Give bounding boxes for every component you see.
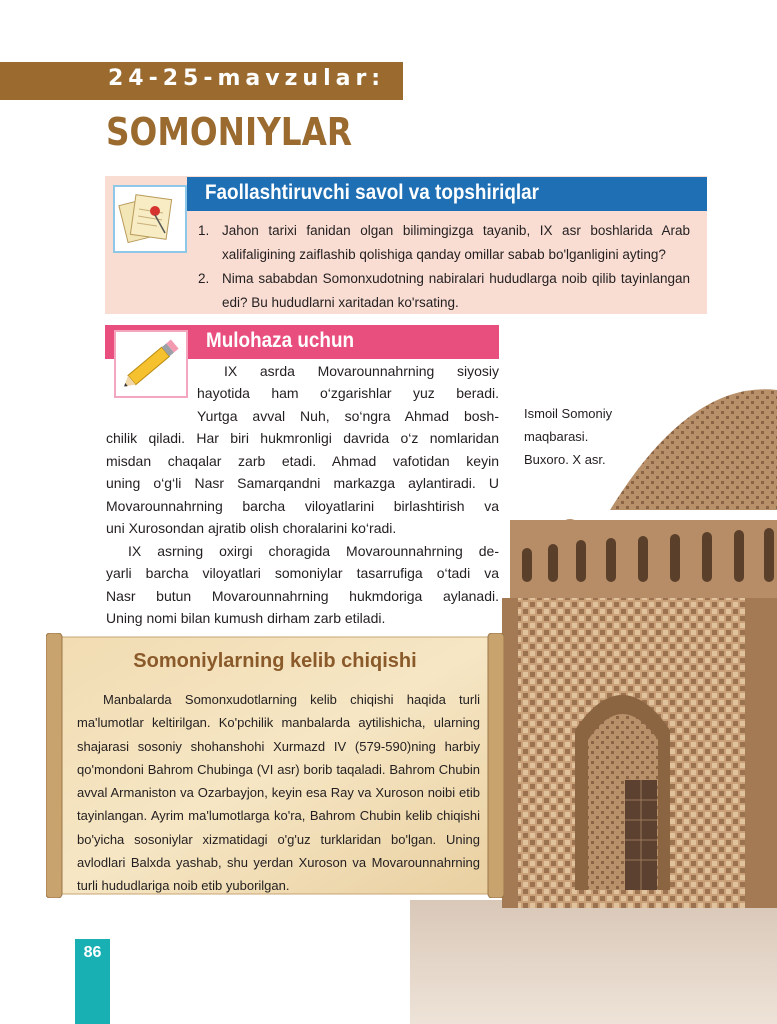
caption-line: Buxoro. X asr. — [524, 452, 606, 467]
question-number: 1. — [198, 223, 210, 238]
notes-pin-icon — [113, 185, 187, 253]
text-line: yarli barcha viloyatlari somoniylar tasarrufiga o‘tadi va — [106, 565, 499, 581]
topic-label: 24-25-mavzular: — [108, 66, 386, 91]
activation-title: Faollashtiruvchi savol va topshiriqlar — [205, 181, 539, 204]
question-item — [198, 219, 690, 267]
text-line: IX asrda Movarounnahrning siyosiy — [224, 363, 499, 379]
photo-caption — [524, 402, 612, 471]
text-line: Movarounnahrning barcha viloyatlarini birlashtirish va — [106, 498, 499, 514]
question-text: Nima sababdan Somonxudotning nabiralari hududlarga noib qilib tayinlangan edi? Bu hududlarni xaritadan ko'rsating. — [222, 271, 690, 310]
origin-title: Somoniylarning kelib chiqishi — [133, 650, 417, 672]
text-line: misdan chaqalar zarb etadi. Ahmad vafotidan keyin — [106, 453, 499, 469]
page-title: SOMONIYLAR — [106, 110, 353, 154]
question-item — [198, 267, 690, 315]
question-number: 2. — [198, 271, 210, 286]
activation-list — [198, 219, 690, 315]
text-line: uni Xurosondan ajratib olish choralarini ko‘radi. — [106, 520, 397, 536]
text-line: Nasr butun Movarounnahrning hukmdoriga aylanadi. — [106, 588, 499, 604]
text-line: Uning nomi bilan kumush dirham zarb etiladi. — [106, 610, 386, 626]
question-text: Jahon tarixi fanidan olgan bilimingizga tayanib, IX asr boshlarida Arab xalifaligining zaiflashib qolishiga qanday omillar sabab bo'lganligini ayting? — [222, 223, 690, 262]
text-line: IX asrning oxirgi choragida Movarounnahrning de- — [128, 543, 499, 559]
text-line: Yurtga avval Nuh, so‘ngra Ahmad bosh- — [197, 408, 499, 424]
text-line: uning o‘g‘li Nasr Samarqandni markazga aylantiradi. U — [106, 475, 499, 491]
page-number: 86 — [83, 944, 102, 961]
mulohaza-title: Mulohaza uchun — [206, 329, 355, 352]
pencil-icon — [114, 330, 188, 398]
origin-text: Manbalarda Somonxudotlarning kelib chiqishi haqida turli ma'lumotlar keltirilgan. Ko'pchilik manbalarda aytilishicha, ularning shajarasi sosoniy shohanshohi Xurmazd IV (579-590)ning harbiy qo'mondoni Bahrom Chubinga (VI asr) borib taqaladi. Bahrom Chubin avval Armaniston va Ozarbayjon, keyin esa Ray va Xuroson noibi etib tayinlangan. Ayrim ma'lumotlarga ko'ra, Bahrom Chubin kelib chiqishi bo'yicha sosoniylar xizmatidagi o'g'uz turklaridan bo'lgan. Uning avlodlari Balxda yashab, shu yerdan Xuroson va Movarounnahrning turli hududlariga noib etib yuborilgan. — [77, 692, 480, 894]
text-line: chilik qiladi. Har biri hukmronligi davrida o‘z nomlaridan — [106, 430, 499, 446]
caption-line: maqbarasi. — [524, 429, 589, 444]
text-line: hayotida ham o‘zgarishlar yuz beradi. — [197, 385, 499, 401]
caption-line: Ismoil Somoniy — [524, 406, 613, 421]
